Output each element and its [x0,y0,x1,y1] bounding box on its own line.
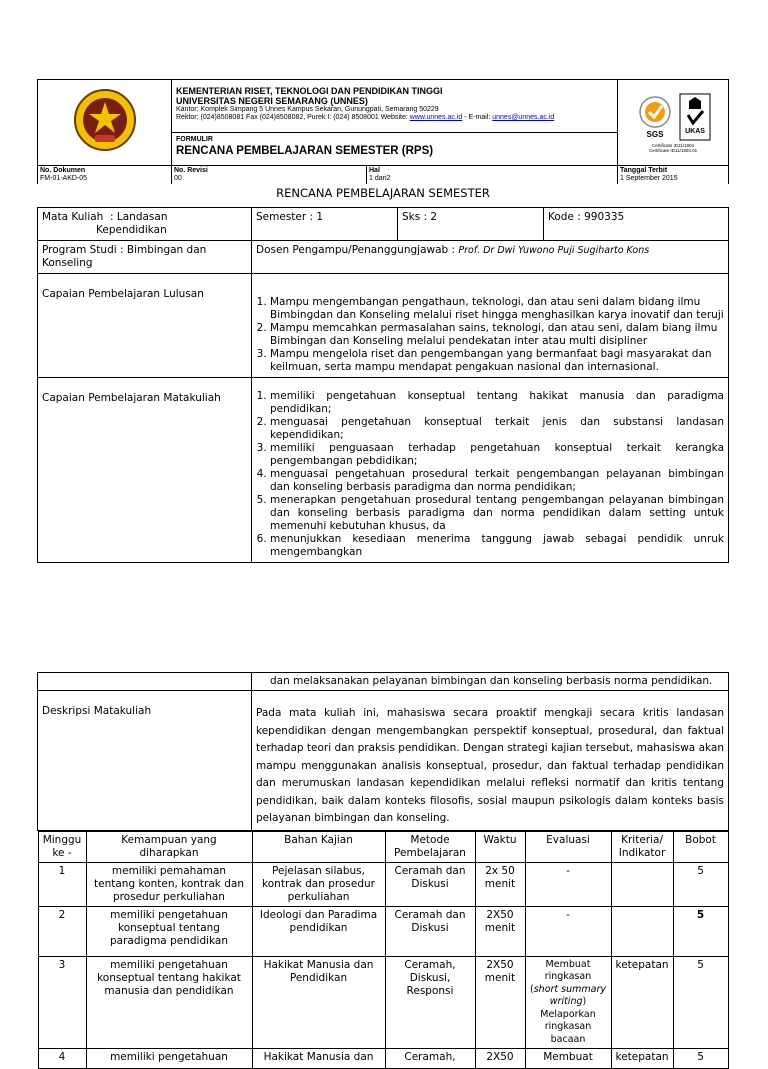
row-method: Ceramah dan Diskusi [385,906,475,956]
cpl-label-cell: Capaian Pembelajaran Lulusan [38,274,252,378]
cpl-item: 1. Mampu mengembangan pengathaun, teknologi, dan atau seni dalam bidang ilmu Bimbingdan dan Konseling melalui riset hingga menghasilkan karya inovatif dan teruji [270,296,724,322]
cert-id-2: Certificate ID11/1904.01 [620,148,726,153]
row-week: 3 [38,956,86,1049]
row-material: Hakikat Manusia dan [252,1049,385,1069]
cpmk-item: 3. memiliki penguasaan terhadap pengetahuan konseptual terkait kerangka pengembangan pebdidikan; [270,442,724,468]
row-time: 2X50 menit [475,906,525,956]
row-evaluation: - [525,862,611,906]
date-label: Tanggal Terbit [620,167,726,175]
course-info-table [37,207,729,563]
page-cell [367,166,618,185]
page-value: 1 dari2 [369,175,615,183]
sgs-text: SGS [647,130,665,139]
row-ability: memiliki pengetahuan [86,1049,252,1069]
row-time: 2X50 [475,1049,525,1069]
row-week: 4 [38,1049,86,1069]
cpmk-item: 5. menerapkan pengetahuan prosedural tentang pengembangan pelayanan bimbingan dan konseling berbasis paradigma dan norma pendidikan dalam setting untuk memenuhi kebutuhan khusus, da [270,494,724,533]
revision-label: No. Revisi [174,167,364,175]
cpmk-label-cell: Capaian Pembelajaran Matakuliah [38,378,252,563]
row-evaluation: - [525,906,611,956]
row-ability: memiliki pengetahuan konseptual tentang paradigma pendidikan [86,906,252,956]
contact-line [176,114,613,122]
date-value: 1 September 2015 [620,175,726,183]
ukas-certification-icon [679,93,711,141]
header-weight: Bobot [673,831,728,862]
semester-cell: Semester : 1 [252,208,398,241]
cpl-item: 3. Mampu mengelola riset dan pengembangan yang bermanfaat bagi masyarakat dan keilmuan, serta mampu mendapat pengakuan nasional dan internasional. [270,348,724,374]
course-schedule-table [37,672,729,1069]
lecturer-name: Prof. Dr Dwi Yuwono Puji Sugiharto Kons [458,245,649,256]
schedule-grid [38,831,729,1069]
doc-number-value: FM-01-AKD-05 [40,175,169,183]
row-criteria: ketepatan [611,956,673,1049]
revision-cell [172,166,367,185]
course-name-cell [38,208,252,241]
header-week: Minggu ke - [38,831,86,862]
table-row [38,1049,728,1069]
row-method: Ceramah, Diskusi, Responsi [385,956,475,1049]
row-evaluation: Membuat [525,1049,611,1069]
row-evaluation [525,956,611,1049]
row-material: Ideologi dan Paradima pendidikan [252,906,385,956]
cert-id-1: Certificate ID11/1904 [620,143,726,148]
cpmk-item: 4. menguasai pengetahuan prosedural terkait pengembangan pelayanan bimbingan dan konseling berbasis paradigma dan norma pendidikan; [270,468,724,494]
form-title-cell [172,132,618,165]
row-ability: memiliki pengetahuan konseptual tentang hakikat manusia dan pendidikan [86,956,252,1049]
lecturer-label: Dosen Pengampu/Penanggungjawab : [256,244,455,256]
ukas-text: UKAS [685,128,705,135]
doc-number-label: No. Dokumen [40,167,169,175]
logo-cell [38,80,172,166]
doc-number-cell [38,166,172,185]
cpmk-content-cell [252,378,729,563]
study-program-cell: Program Studi : Bimbingan dan Konseling [38,241,252,274]
table-row [38,862,728,906]
row-method: Ceramah, [385,1049,475,1069]
row-material: Hakikat Manusia dan Pendidikan [252,956,385,1049]
evaluation-italic: short summary writing [534,984,606,1008]
row-week: 1 [38,862,86,906]
table-row [38,956,728,1049]
header-material: Bahan Kajian [252,831,385,862]
row-criteria [611,906,673,956]
row-method: Ceramah dan Diskusi [385,862,475,906]
header-time: Waktu [475,831,525,862]
ministry-name: KEMENTERIAN RISET, TEKNOLOGI DAN PENDIDIKAN TINGGI [176,86,613,96]
lecturer-cell [252,241,729,274]
row-criteria: ketepatan [611,1049,673,1069]
row-time: 2x 50 menit [475,862,525,906]
row-week: 2 [38,906,86,956]
cpmk-item: 6. menunjukkan kesediaan menerima tanggung jawab sebagai pendidik unruk mengembangkan [270,533,724,559]
header-evaluation: Evaluasi [525,831,611,862]
university-name: UNIVERSITAS NEGERI SEMARANG (UNNES) [176,96,613,106]
contact-prefix: Rektor: (024)8508081 Fax (024)8508082, Purek I: (024) 8508001 Website: [176,114,408,121]
cpmk-item: 1. memiliki pengetahuan konseptual tentang hakikat manusia dan paradigma pendidikan; [270,390,724,416]
evaluation-text: Membuat ringkasan ( [530,959,591,995]
header-ability: Kemampuan yang diharapkan [86,831,252,862]
certification-cell [618,80,729,166]
form-label: FORMULIR [176,135,613,144]
row-weight: 5 [673,906,728,956]
email-prefix: - E-mail: [464,114,490,121]
schedule-header-row [38,831,728,862]
date-cell [618,166,729,185]
cpl-list [256,296,724,374]
header-criteria: Kriteria/ Indikator [611,831,673,862]
description-label-cell: Deskripsi Matakuliah [38,691,252,831]
table-row [38,906,728,956]
page-label: Hal [369,167,615,175]
form-title: RENCANA PEMBELAJARAN SEMESTER (RPS) [176,144,613,158]
empty-cell [38,673,252,691]
website-link[interactable]: www.unnes.ac.id [410,114,463,121]
row-criteria [611,862,673,906]
unnes-logo-icon [73,87,137,153]
cpl-item: 2. Mampu memcahkan permasalahan sains, teknologi, dan atau seni, dalam biang ilmu Bimbingan dan Konseling melalui pendekatan inter atau multi disipliner [270,322,724,348]
row-ability: memiliki pemahaman tentang konten, kontrak dan prosedur perkuliahan [86,862,252,906]
cpl-content-cell [252,274,729,378]
evaluation-text-2: ) Melaporkan ringkasan bacaan [540,996,595,1045]
course-name-label: Mata Kuliah [42,211,103,223]
course-code-cell: Kode : 990335 [544,208,729,241]
course-name-value: : Landasan [110,211,167,223]
row-weight: 5 [673,956,728,1049]
institution-cell [172,80,618,133]
form-header [37,79,729,184]
row-weight: 5 [673,862,728,906]
row-weight: 5 [673,1049,728,1069]
description-text: Pada mata kuliah ini, mahasiswa secara proaktif mengkaji secara kritis landasan kependidikan dengan mengembangkan perspektif konseptual, prosedural, dan faktual terhadap teori dan praksis pendidikan. Dengan strategi kajian tersebut, mahasiswa akan mampu menggunakan analisis konseptual, prosedur, dan faktual terhadap pendidikan dan merumuskan landasan kependidikan melalui refleksi normatif dan kritis tentang pendidikan, baik dalam konteks filosofis, sosial maupun psikologis dalam konteks basis pelayanan bimbingan dan konseling. [252,691,729,831]
course-name-value-2: Kependidikan [42,224,167,236]
row-material: Pejelasan silabus, kontrak dan prosedur perkuliahan [252,862,385,906]
revision-value: 00 [174,175,364,183]
row-time: 2X50 menit [475,956,525,1049]
sks-cell: Sks : 2 [398,208,544,241]
email-link[interactable]: unnes@unnes.ac.id [492,114,554,121]
cpmk-list [256,390,724,559]
sgs-certification-icon [635,94,675,140]
address: Kantor: Komplek Simpang 5 Unnes Kampus Sekaran, Gunungpati, Semarang 50229 [176,106,613,114]
cpmk-item: 2. menguasai pengetahuan konseptual terkait jenis dan substansi landasan kependidikan; [270,416,724,442]
document-title: RENCANA PEMBELAJARAN SEMESTER [37,186,729,200]
header-method: Metode Pembelajaran [385,831,475,862]
cpmk-continuation: dan melaksanakan pelayanan bimbingan dan konseling berbasis norma pendidikan. [252,673,729,691]
